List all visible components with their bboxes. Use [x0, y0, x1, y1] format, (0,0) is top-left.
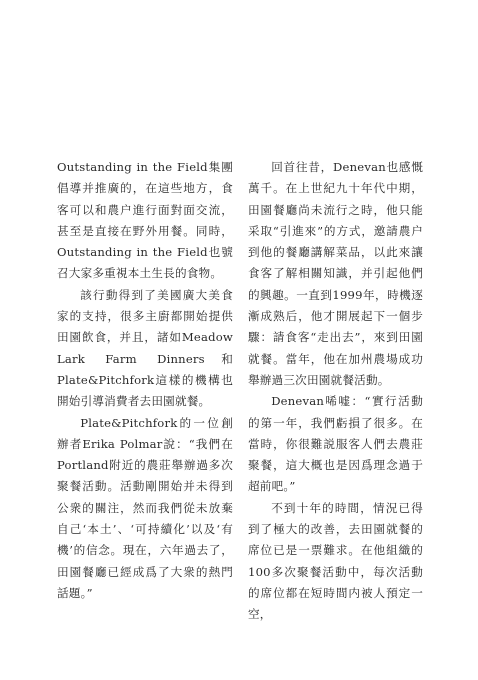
paragraph: Plate&Pitchfork的一位創辦者Erika Polmar說：“我們在Portland附近的農莊舉辦過多次聚餐活動。活動剛開始并未得到公衆的關注，然而我們從未放棄自己‘本土’、‘可持續化’以及‘有機’的信念。現在，六年過去了，田園餐廳已經成爲了大衆的熱門話題。”	[57, 415, 233, 600]
paragraph: Outstanding in the Field集團倡導并推廣的，在這些地方，食客可以和農户進行面對面交流，甚至是直接在野外用餐。同時，Outstanding in the Field也號召大家多重視本土生長的食物。	[57, 160, 233, 281]
paragraph: Denevan唏嘘：“實行活動的第一年，我們虧損了很多。在當時，你很難説服客人們去農莊聚餐，這大概也是因爲理念過于超前吧。”	[248, 394, 423, 494]
paragraph: 回首往昔，Denevan也感慨萬千。在上世紀九十年代中期，田園餐廳尚未流行之時，他只能采取“引進來”的方式，邀請農户到他的餐廳講解菜品，以此來讓食客了解相關知識，并引起他們的興趣。一直到1999年，時機逐漸成熟后，他才開展起下一個步驟：請食客“走出去”，來到田園就餐。當年，他在加州農場成功舉辦過三次田園就餐活動。	[248, 160, 423, 387]
paragraph: 該行動得到了美國廣大美食家的支持，很多主廚都開始提供田園飲食，并且，諸如Meadow Lark Farm Dinners和Plate&Pitchfork這樣的機構也開始引導消費者去田園就餐。	[57, 287, 233, 409]
paragraph: 不到十年的時間，情況已得到了極大的改善，去田園就餐的席位已是一票難求。在他組織的100多次聚餐活動中，每次活動的席位都在短時間内被人預定一空，	[248, 500, 423, 622]
right-text-column	[248, 157, 423, 626]
left-text-column	[57, 157, 233, 604]
